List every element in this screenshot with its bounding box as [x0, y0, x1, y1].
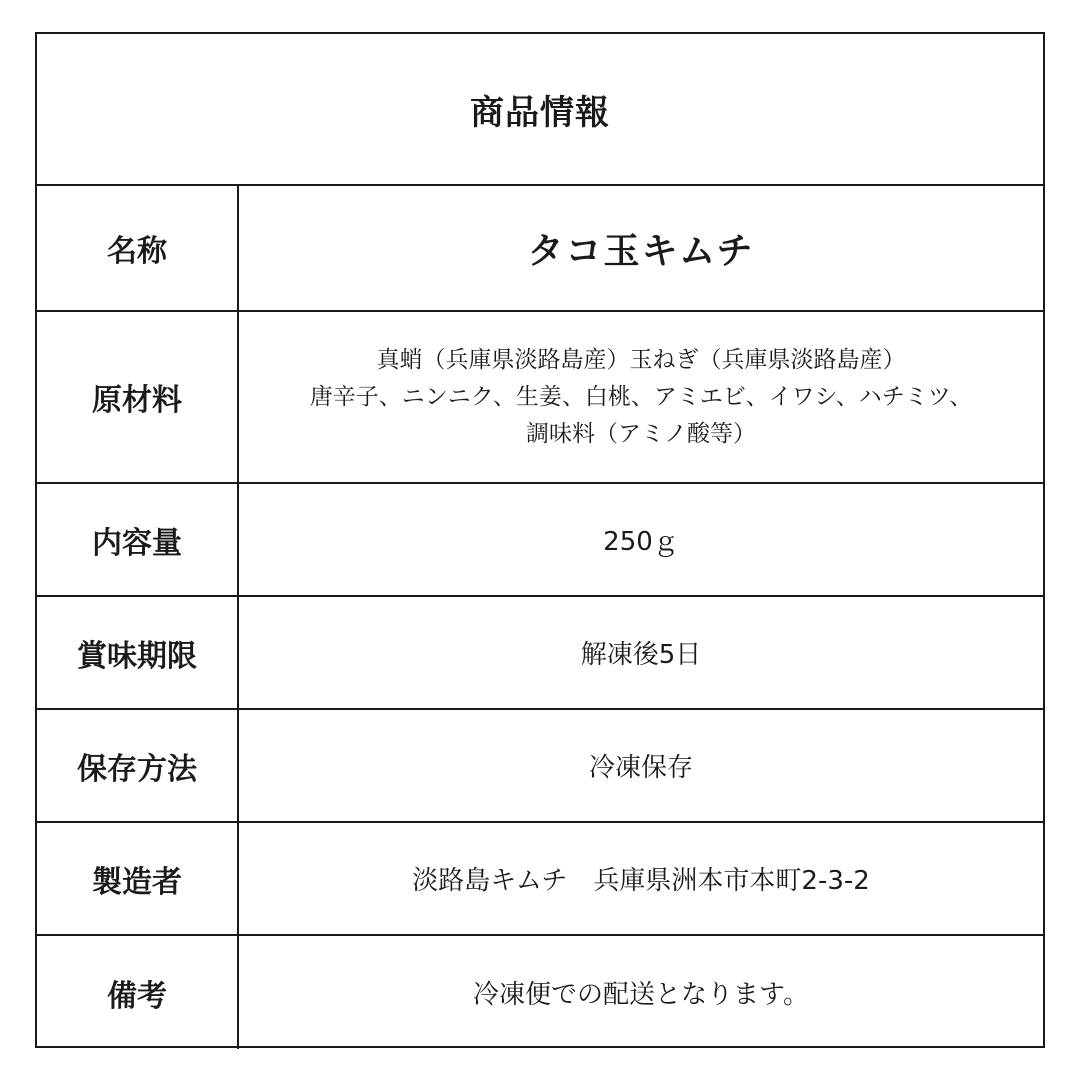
table-header: [37, 34, 1043, 186]
table-row-name: [37, 186, 1043, 312]
row-label-ingredients: 原材料: [37, 312, 239, 482]
table-row-notes: [37, 936, 1043, 1049]
amount-value: 250ｇ: [603, 527, 679, 557]
ingredients-line: 真蛸（兵庫県淡路島産）玉ねぎ（兵庫県淡路島産）: [376, 346, 906, 373]
table-row-expiry: [37, 597, 1043, 710]
table-row-storage: [37, 710, 1043, 823]
ingredients-line: 唐辛子、ニンニク、生姜、白桃、アミエビ、イワシ、ハチミツ、: [309, 383, 973, 410]
row-label-maker: 製造者: [37, 823, 239, 934]
storage-value: 冷凍保存: [588, 753, 693, 783]
table-title: 商品情報: [470, 92, 610, 133]
product-info-table: [35, 32, 1045, 1048]
row-label-storage: 保存方法: [37, 710, 239, 821]
table-row-maker: [37, 823, 1043, 936]
ingredients-line: 調味料（アミノ酸等）: [526, 420, 756, 447]
notes-value: 冷凍便での配送となります。: [473, 980, 809, 1010]
row-label-amount: 内容量: [37, 484, 239, 595]
table-row-ingredients: [37, 312, 1043, 484]
table-row-amount: [37, 484, 1043, 597]
expiry-value: 解凍後5日: [580, 640, 702, 670]
maker-value: 淡路島キムチ 兵庫県洲本市本町2-3-2: [412, 866, 870, 896]
ingredients-value: [239, 312, 1043, 482]
product-name: タコ玉キムチ: [527, 230, 755, 272]
row-label-notes: 備考: [37, 936, 239, 1049]
row-label-name: 名称: [37, 186, 239, 310]
row-label-expiry: 賞味期限: [37, 597, 239, 708]
